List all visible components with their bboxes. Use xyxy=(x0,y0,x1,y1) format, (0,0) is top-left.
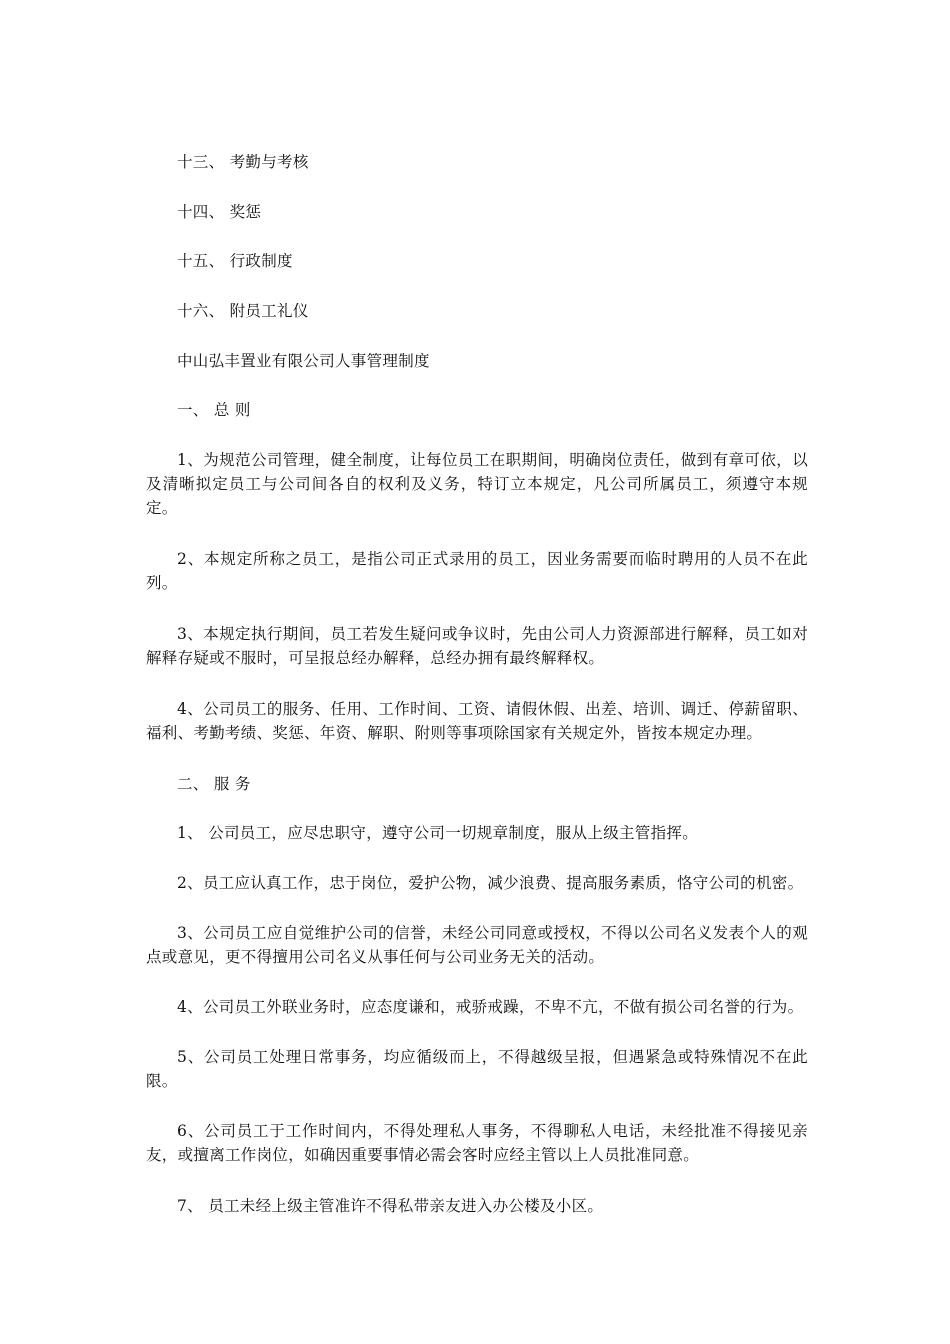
service-clause-6: 6、公司员工于工作时间内，不得处理私人事务，不得聊私人电话，未经批准不得接见亲友，或擅离工作岗位，如确因重要事情必需会客时应经主管以上人员批准同意。 xyxy=(146,1122,808,1164)
toc-item-14: 十四、 奖惩 xyxy=(177,203,262,221)
document-title: 中山弘丰置业有限公司人事管理制度 xyxy=(177,352,430,370)
service-clause-7: 7、 员工未经上级主管准许不得私带亲友进入办公楼及小区。 xyxy=(177,1197,604,1215)
toc-item-15: 十五、 行政制度 xyxy=(177,252,293,270)
service-clause-5: 5、公司员工处理日常事务，均应循级而上，不得越级呈报，但遇紧急或特殊情况不在此限。 xyxy=(146,1048,808,1090)
general-clause-1: 1、为规范公司管理，健全制度，让每位员工在职期间，明确岗位责任，做到有章可依，以及清晰拟定员工与公司间各自的权利及义务，特订立本规定，凡公司所属员工，须遵守本规定。 xyxy=(146,451,808,517)
service-clause-2: 2、员工应认真工作，忠于岗位，爱护公物，减少浪费、提高服务素质，恪守公司的机密。 xyxy=(177,874,804,892)
section-heading-service: 二、 服 务 xyxy=(177,775,251,793)
general-clause-2: 2、本规定所称之员工，是指公司正式录用的员工，因业务需要而临时聘用的人员不在此列。 xyxy=(146,550,808,592)
service-clause-4: 4、公司员工外联业务时，应态度谦和，戒骄戒躁，不卑不亢，不做有损公司名誉的行为。 xyxy=(177,998,804,1016)
general-clause-4: 4、公司员工的服务、任用、工作时间、工资、请假休假、出差、培训、调迁、停薪留职、福利、考勤考绩、奖惩、年资、解职、附则等事项除国家有关规定外，皆按本规定办理。 xyxy=(146,700,808,742)
service-clause-3: 3、公司员工应自觉维护公司的信誉，未经公司同意或授权，不得以公司名义发表个人的观点或意见，更不得擅用公司名义从事任何与公司业务无关的活动。 xyxy=(146,924,808,966)
section-heading-general: 一、 总 则 xyxy=(177,401,251,419)
service-clause-1: 1、 公司员工，应尽忠职守，遵守公司一切规章制度，服从上级主管指挥。 xyxy=(177,824,698,842)
toc-item-13: 十三、 考勤与考核 xyxy=(177,153,309,171)
general-clause-3: 3、本规定执行期间，员工若发生疑问或争议时，先由公司人力资源部进行解释，员工如对解释存疑或不服时，可呈报总经办解释，总经办拥有最终解释权。 xyxy=(146,625,808,667)
toc-item-16: 十六、 附员工礼仪 xyxy=(177,302,309,320)
